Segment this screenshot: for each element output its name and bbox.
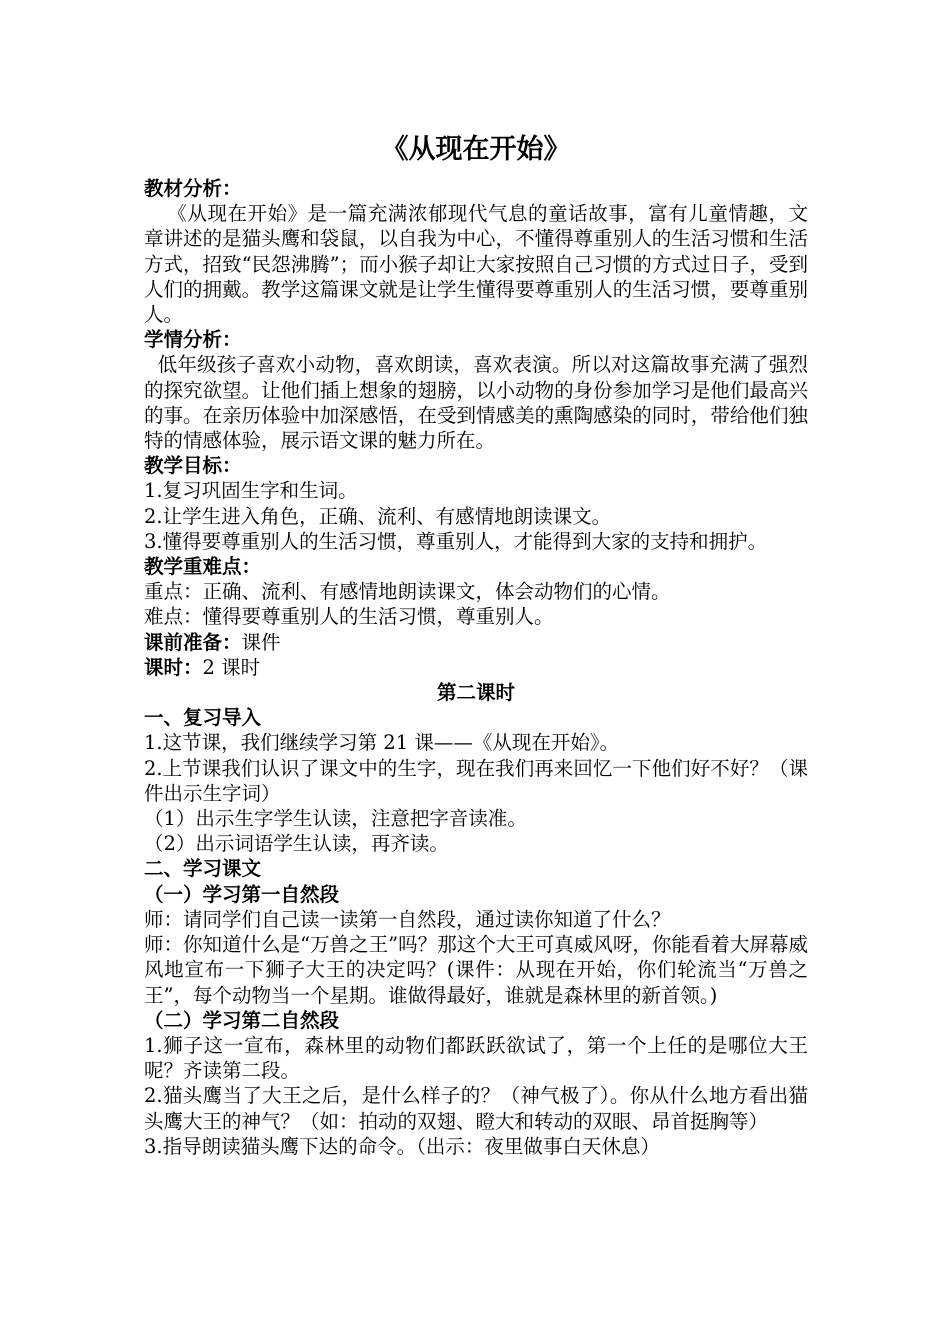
goal-item: 2.让学生进入角色，正确、流利、有感情地朗读课文。 (144, 504, 612, 528)
class-hours-value: 2 课时 (202, 655, 261, 679)
preparation-label: 课前准备： (144, 630, 242, 654)
review-item: （1）出示生字学生认读，注意把字音读准。 (144, 807, 527, 831)
key-difficult-points-heading: 教学重难点： (144, 555, 262, 579)
goal-item: 1.复习巩固生字和生词。 (144, 479, 358, 503)
review-item: 1.这节课，我们继续学习第 21 课——《从现在开始》。 (144, 731, 620, 755)
review-item: （2）出示词语学生认读，再齐读。 (144, 832, 449, 856)
study-item: 1.狮子这一宣布，森林里的动物们都跃跃欲试了，第一个上任的是哪位大王呢？齐读第二段。 (144, 1033, 808, 1083)
preparation-line (144, 630, 808, 655)
document-title: 《从现在开始》 (381, 134, 571, 165)
subsection-paragraph-two-heading: （二）学习第二自然段 (144, 1008, 340, 1032)
study-item: 3.指导朗读猫头鹰下达的命令。（出示：夜里做事白天休息） (144, 1134, 660, 1158)
section-study-heading: 二、学习课文 (144, 857, 262, 881)
review-item: 2.上节课我们认识了课文中的生字，现在我们再来回忆一下他们好不好？（课件出示生字词） (144, 756, 808, 805)
section-review-heading: 一、复习导入 (144, 706, 262, 730)
class-hours-line (144, 655, 808, 680)
goal-item: 3.懂得要尊重别人的生活习惯，尊重别人，才能得到大家的支持和拥护。 (144, 529, 768, 553)
difficult-point: 难点：懂得要尊重别人的生活习惯，尊重别人。 (144, 605, 554, 629)
teaching-goals-heading: 教学目标： (144, 454, 242, 478)
study-item: 2.猫头鹰当了大王之后，是什么样子的？（神气极了）。你从什么地方看出猫头鹰大王的神气？（如：拍动的双翅、瞪大和转动的双眼、昂首挺胸等） (144, 1084, 808, 1133)
lesson-heading: 第二课时 (436, 681, 515, 705)
key-point: 重点：正确、流利、有感情地朗读课文，体会动物们的心情。 (144, 580, 671, 604)
preparation-value: 课件 (241, 630, 281, 654)
dialogue-line: 师：你知道什么是“万兽之王”吗？那这个大王可真威风呀，你能看着大屏幕威风地宣布一下狮子大王的决定吗？(课件：从现在开始，你们轮流当“万兽之王”，每个动物当一个星期。谁做得最好，谁就是森林里的新首领。) (144, 933, 808, 1007)
student-analysis-paragraph: 低年级孩子喜欢小动物，喜欢朗读，喜欢表演。所以对这篇故事充满了强烈的探究欲望。让他们插上想象的翅膀，以小动物的身份参加学习是他们最高兴的事。在亲历体验中加深感悟，在受到情感美的熏陶感染的同时，带给他们独特的情感体验，展示语文课的魅力所在。 (144, 353, 808, 453)
student-analysis-heading: 学情分析： (144, 328, 242, 352)
document-body (144, 130, 808, 1159)
material-analysis-paragraph: 《从现在开始》是一篇充满浓郁现代气息的童话故事，富有儿童情趣，文章讲述的是猫头鹰和袋鼠，以自我为中心，不懂得尊重别人的生活习惯和生活方式，招致“民怨沸腾”；而小猴子却让大家按照自己习惯的方式过日子，受到人们的拥戴。教学这篇课文就是让学生懂得要尊重别人的生活习惯，要尊重别人。 (144, 202, 808, 327)
material-analysis-heading: 教材分析： (144, 177, 242, 200)
class-hours-label: 课时： (144, 655, 203, 679)
dialogue-line: 师：请同学们自己读一读第一自然段，通过读你知道了什么？ (144, 907, 671, 931)
subsection-paragraph-one-heading: （一）学习第一自然段 (144, 882, 340, 906)
